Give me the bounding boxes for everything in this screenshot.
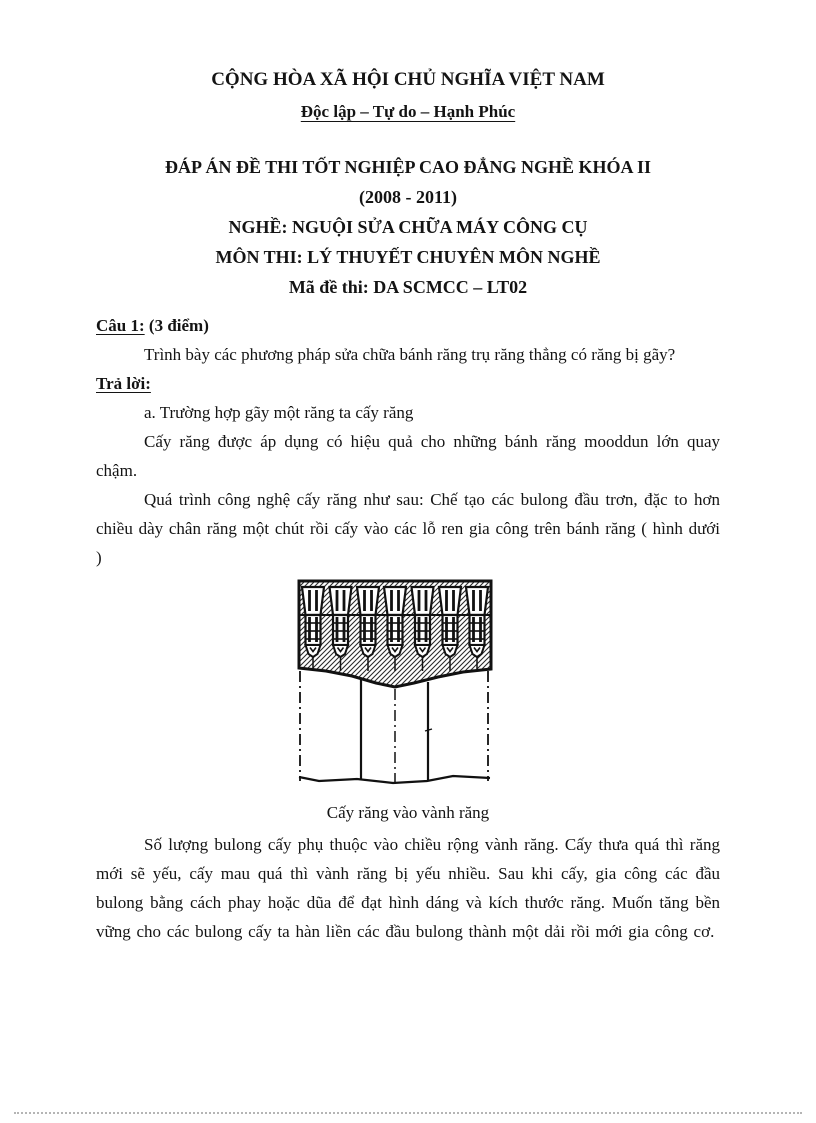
answer-heading: Trả lời: bbox=[96, 374, 151, 393]
title-line-subject: MÔN THI: LÝ THUYẾT CHUYÊN MÔN NGHỀ bbox=[215, 247, 601, 267]
page-boundary-dotted-line bbox=[14, 1112, 802, 1114]
title-line-years: (2008 - 2011) bbox=[359, 187, 457, 207]
question-1-prompt: Trình bày các phương pháp sửa chữa bánh răng trụ răng thẳng có răng bị gãy? bbox=[144, 345, 676, 364]
tick-mark bbox=[425, 729, 432, 731]
answer-paragraph-1: Cấy răng được áp dụng có hiệu quả cho những bánh răng mooddun lớn quay chậm. bbox=[96, 432, 720, 480]
question-1-label: Câu 1: bbox=[96, 316, 145, 335]
question-1-section bbox=[96, 311, 720, 946]
title-line-exam-code: Mã đề thi: DA SCMCC – LT02 bbox=[288, 277, 528, 297]
national-header: CỘNG HÒA XÃ HỘI CHỦ NGHĨA VIỆT NAM bbox=[211, 69, 605, 90]
title-block bbox=[96, 152, 720, 302]
answer-item-a: a. Trường hợp gãy một răng ta cấy răng bbox=[144, 403, 414, 422]
question-1-points: (3 điểm) bbox=[144, 316, 209, 335]
answer-paragraph-3: Số lượng bulong cấy phụ thuộc vào chiều rộng vành răng. Cấy thưa quá thì răng mới sẽ yếu, cấy mau quá thì vành răng bị yếu nhiều. Sau khi cấy, gia công các đầu bulong bằng cách phay hoặc dũa để đạt hình dáng và kích thước răng. Muốn tăng bền vững cho các bulong cấy ta hàn liền các đầu bulong thành một dải rồi mới gia công cơ. bbox=[96, 835, 720, 941]
gear-stud-figure bbox=[297, 579, 493, 796]
title-line-1: ĐÁP ÁN ĐỀ THI TỐT NGHIỆP CAO ĐẲNG NGHỀ KHÓA II bbox=[164, 157, 652, 177]
national-motto bbox=[96, 96, 720, 128]
gear-rim-drawing bbox=[297, 579, 493, 787]
national-motto-text: Độc lập – Tự do – Hạnh Phúc bbox=[300, 102, 516, 121]
question-1-heading bbox=[96, 311, 720, 340]
figure-caption: Cấy răng vào vành răng bbox=[326, 803, 490, 822]
answer-paragraph-2: Quá trình công nghệ cấy răng như sau: Chế tạo các bulong đầu trơn, đặc to hơn chiều dày chân răng một chút rồi cấy vào các lỗ ren gia công trên bánh răng ( hình dưới ) bbox=[96, 490, 721, 567]
title-line-trade: NGHỀ: NGUỘI SỬA CHỮA MÁY CÔNG CỤ bbox=[228, 217, 588, 237]
